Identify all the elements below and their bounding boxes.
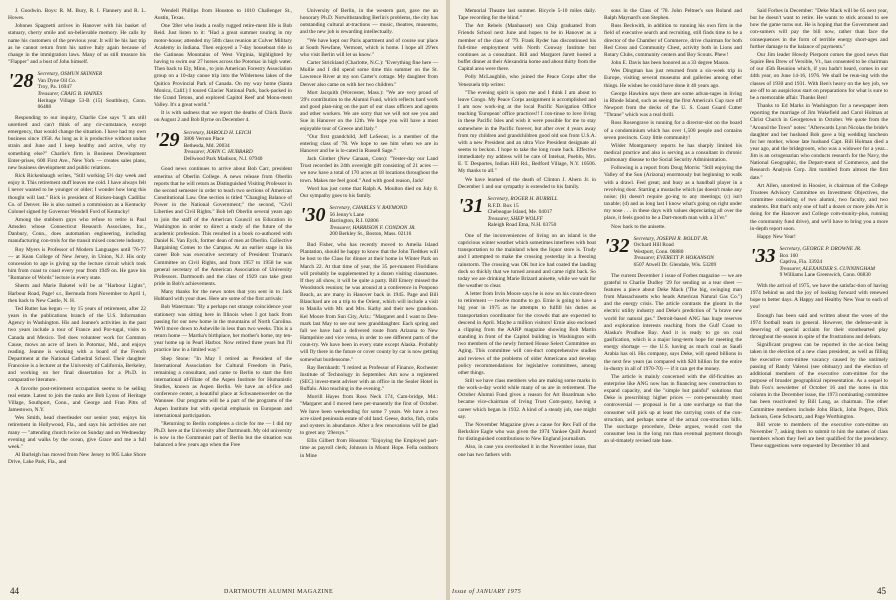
class-year: '28 <box>8 70 34 93</box>
paragraph: Wes Dingman has just returned from a six-week trip in Europe, visiting several museums and galleries among other things. He wishes he could have done it 40 years ago. <box>604 68 742 89</box>
class-officers <box>780 246 876 279</box>
class-year: '30 <box>300 204 326 227</box>
page-number: 45 <box>877 586 886 596</box>
class-header <box>458 196 596 229</box>
treasurer-address: 200 Berkley St., Boston, Mass. 02116 <box>329 231 412 238</box>
paragraph: Our Jim leader Howdy Pierpont comes the good news that Squire Ben Drew of Versible, Vt., has consented to be chairman of our 45th Reunion which, if you hadn't heard, comes in our 44th year, on June 14-16, 1976. We shall be reun-ing with the classes of 1930 and 1931. With Ben's heavy on the key job, we are off to an auspicious start on preparations for what is sure to be a memorable affair. Thanks Ben! <box>750 51 888 101</box>
paragraph: Roy Myers is Professor of Modern Languages until '76-77 — at Kean College of New Jersey, in Union, N.J. His only concession to age is giving up the lecture circuit which took him from coast to coast every year from 1949 on. He gave his "Romance of Words" lecture in every state. <box>8 246 146 282</box>
paragraph: John E. Davis has been honored as a 33 degree Mason. <box>611 60 730 67</box>
paragraph: The current December 1 issue of Forbes magazine — we are grateful to Charlie Dudley '29 for sending us a tear sheet — features a piece about Deke Mack ('The big, swinging man from Massachusetts who heads American Natural Gas Co.") and the energy crisis. The article contrasts the gloom in the electric utility industry and Deke's prediction of "a brave new world for natural gas." Detroit-based ANG has huge reserves and exploration interests reaching from the Gulf Coast to Alaska's Prudhoe Bay. And it is ready to go on coal gasification, which is a major long-term hope for meeting the energy shortage — the U.S. having as much coal as Saudi Arabia has oil. His company, says Deke, will spend billions in the next few years (as compared with $20 billion for the entire in-dustry in all of 1970-70) — if it can get the money. <box>604 272 742 372</box>
secretary-line: Secretary, CHARLES V. RAYMOND <box>329 205 408 212</box>
paragraph: Many thanks for the news notes that you sent in to Jack Hubbard with your dues. Here are some of the first arrivals: <box>154 289 292 303</box>
paragraph: With the arrival of 1975, we have the satisfac-tion of having 1974 behind us and the joy of looking forward with renewed hope to better days. A Happy and Healthy New Year to each of you! <box>750 282 888 311</box>
paragraph: Said Forbes in December: "Deke Mack will be 65 next year, but he doesn't want to retire. He wants to stick around to see how the game turns out. He is hoping that the Government and con-sumers will pay the bill now, rather than face the consequences in the form of terrible energy short-ages and further damage to the balance of payments." <box>750 8 888 50</box>
paragraph: Rick Rickenbaugh writes, "Still working 5½ day week and enjoy it. This retirement stuff leaves me cold. I have always felt I never wanted to be younger or older; I wonder how long this thought will last." Rick is president of Ricken-baugh Cadillac Co. of Denver. He is also named a commission as a Kentucky Colonel signed by Governor Wendell Ford of Kentucky! <box>8 173 146 215</box>
paragraph: Johnnes Spagnetti arrives in Hanover with his basket of statuary, cherry smile and un-believable memory. He calls by name his customers of the previous year. It will be his last trip as he cannot return from his native Italy again because of change in the immigration laws. Many of us still treasure his "Flapper" and a bust of John himself. <box>8 23 146 66</box>
paragraph: Following is a report from Doug Morris: "Still enjoying the Valley of the Sun (Arizona) enormously but beginning to walk with a drawl. Feel great; and busy as a handball player in a revolving door. Starting a mustache which (as doesn't make any noise; (b) doesn't require go-ing to any meetings; (c) isn't taxable; (d) and as long last I know what's going on right under my nose . . . in these days with values depreciating all over the place, it feels good to be a Dart-mouth man with a 31'er." <box>604 165 742 222</box>
paragraph: Shep Stone: "In May I retired as President of the International Association for Cultural Freedom in Paris, remaining a consultant, and came to Berlin to start the first international af-filiate of the Aspen Institute for Humanistic Studies, known as Aspen Berlin. We have an of-fice and conference center, a beautiful place at Schwanenwerder on the Wannsee. Our programs will be a part of the programs of the Aspen Institute but with special emphasis on European and international participation. <box>154 355 292 419</box>
treasurer-line: Treasurer, ALEXANDER S. CUNNINGHAM <box>779 265 876 272</box>
paragraph: Now back to the anisette. <box>611 223 666 230</box>
paragraph: Sherm and Marie Baketel will be at "Harbour Lights", Harbour Road, Page! s.t., Bermuda from November to April 1, then back to New Castle, N. H. <box>8 283 146 304</box>
paragraph: Art Allen, unretired in Hoosier, is chairman of the College Trustees Advisory Committee on Investment Objectives, the committee consisting of two alumni, two faculty, and two students. But that's only one of half a dozen or more jobs Art is doing for the Hanover and College com-munity-plus, running the community fund drive), and we'll have to bring you a more in-depth report soon. <box>750 182 888 232</box>
paragraph: Mort Jacquith (Worcester, Mass.): "We are very proud of '29's contribution to the Alumni Fund, which reflects hard work and good plan-ning on the part of our class officers and agents and other workers. We are sorry that we will not see you and Sue in Hanover on the 12th. We hope you will have a most enjoyable tour of Greece and Italy." <box>300 89 438 132</box>
paragraph: J. Goodwin. Boys: R. M. Bury, R. I. Flannery and R. L. Howes. <box>8 8 146 22</box>
paragraph: Happy New Year! <box>757 233 796 240</box>
paragraph: sons in the Class of '78. John Peltner's son Roland and Ralph Maynard's son Stephen. <box>604 8 742 22</box>
paragraph: Word has just come that Ralph A. Moulton died on July 8. Our sympathy goes to his family. <box>300 185 438 199</box>
secretary-line: Troy, Pa. 16947 <box>37 84 72 91</box>
paragraph: Responding to our inquiry, Charlie Coe says "I am still unretired and can't think of any cir-cumstance, except emergency, that would change the situation. I have had my own business since 1958. As long as it is productive without undue strain and June and I keep healthy and active, why try something else?" Charlie's firm is Business Development Enter-prises, 600 First Ave., New York — creates sales plans, new business development and public relations. <box>8 114 146 171</box>
secretary-line: 3806 Vernon Place <box>183 136 225 143</box>
paragraph: George Hawkins says there are some advan-tages in living in Rhode Island, such as seeing the first America's Cup race off Newport from the decks of the U. S. Coast Guard Cutter "Thrane" which was a real thrill. <box>604 90 742 119</box>
paragraph: "Returning to Berlin completes a circle for me — I did my Ph.D. here at the University after Dartmouth. My old university is now in the Communist part of Berlin but the situation was balanced a few years ago when the Free <box>154 420 292 449</box>
secretary-line: Secretary, JOSEPH R. BOLDT JR. <box>633 235 709 242</box>
secretary-line: Barrington, R.I. 02806 <box>329 218 379 225</box>
paragraph: Wilder Montgomery reports he has sharply limited his medical practice and also is serving as a consultant in chronic pulmonary disease to the Social Security Administration. <box>604 142 742 164</box>
secretary-line: Van Dyne Oil Co. <box>37 77 77 84</box>
paragraph: University of Berlin, in the western part, gave me an honorary Ph.D. Notwithstanding Berlin's problems, the city has outstanding cultural at-tractions — music, theatres, museums, and the new job is rewarding intellectually. <box>300 8 438 36</box>
paragraph: Ellis Gilbert from Houston: "Enjoying the Employed part-time as payroll clerk; Johnson in Mount Hope. Fella outdoors in Mine <box>300 438 438 459</box>
class-header <box>750 246 888 279</box>
paragraph: It is with sadness that we report the deaths of Chick Davis on August 2 and Bob Byrne on December 4. <box>154 110 292 124</box>
paragraph: Thanks to Ed Marks in Washington for a newspaper item reporting the marriage of Jim Wakefield and Carol Holman at Christ Church in Georgetown in October. We quote from the "Around the Town" notes: "Afterwards Lynn Nicolas the bride's daughter and her husband Bob gave a big wedding luncheon for her mother, whose late husband Capt. Bill Holman died a year ago, and the bridegroom, who was a widower for a year... Jim is an octogenarian who conducts research for the Navy, the National Geographic, the Depart-ment of Commerce, and the Research Analysis Corp. Jim tumbled from almost the first date." <box>750 103 888 181</box>
paragraph: Significant progress can be reported in the ac-tion being taken in the election of a new class president, as well as filling the executive com-mittee vacancy caused by the untimely passing of Randy Valensi (see obituary) and the election of additional members of the executive com-mittee for the purpose of broader geographical representation. As a sequel to Bob Fox's newsletter of October 16 and the notes in this column in the December issue, the 1973 nominating committee has been reactivated by Bill Lang, as chairman. The other Committee members include John Black, John Pogers, Dick Jackson, Gene Schwartz, and Page Worthington. <box>750 342 888 420</box>
class-year: '33 <box>750 245 776 267</box>
class-officers <box>38 71 146 111</box>
paragraph: "Our first grandchild, Jeff LeSeour, is a member of the entering class of '78. We hope to see him when we are in Hanover and he is lo-cated in Russell Sage." <box>300 133 438 154</box>
paragraph: Jack Ginther (New Canaan, Conn): "Yester-day our Land Trust recorded its 24th oversight gift consisting of 21 acres — we now have a total of 170 acres at 18 locations throughout the town. Makes me feel good." And with good reason, Jack! <box>300 156 438 184</box>
treasurer-address: Raleigh Road Etna, N.H. 03750 <box>487 222 557 229</box>
treasurer-line: Treasurer, SHEP WOLFF <box>487 215 543 222</box>
column <box>8 8 146 467</box>
secretary-line: Secretary, ROGER H. BURRILL <box>487 195 558 202</box>
paragraph: The November Magazine gives a cause for Rex Fall of the Berkshire Eagle who was given the 1974 Yankee Quill Award for distinguished contributions to New England journalism. <box>458 421 596 443</box>
treasurer-line: Treasurer, CRAIG B. HAINES <box>37 91 103 98</box>
paragraph: Ted Rutter has begun — by 15 years of retirement, after 22 years in the publications branch of the U.S. Information Agency in Washington. His and Jeanne's activities in the past two years include a tour of France and Por-tugal, visits to Canada and Mexico. Ted does volunteer work for Common Cause, mows an acre of lawn in Potomac, Md., and enjoys reading. Jeanne is working with a board of the French Department at the National Cathedral School. Their daughter Francoise is a lecturer at the University of California, Berkeley, and working on her final dissertation for a Ph.D. in comparative literature. <box>8 305 146 384</box>
paragraph: A letter from Irvin Moore says he is now on his count-down to retirement — twelve months to go. Ernie is going to have a big year in 1975 as he attempts to fulfill his duties as transportation coordinator for the crowds that are expected to descend in April. Maybe a million visitors! Ernie also enclosed a clipping from the AARP magazine showing Bob Martin standing in front of the Capitol building in Washington with two members of the newly formed House Select Committee on Aging. This committee will con-duct comprehensive studies and reviews of the problems of older Americans and develop policy recommendations for legislative committees, among other things. <box>458 291 596 376</box>
issue-date: Issue of JANUARY 1975 <box>452 589 522 595</box>
class-header <box>8 71 146 111</box>
treasurer-line: Treasurer, EVERETT P. HOKANSON <box>633 255 714 262</box>
treasurer-address: 6507 Atwell Dr. Glendale, Wis. 53209 <box>633 262 717 269</box>
secretary-line: Bethesda, Md. 20034 <box>183 142 230 149</box>
treasurer-line: Treasurer, JOHN C. HUBBARD <box>183 149 253 156</box>
column <box>154 8 292 451</box>
paragraph: Ross Rosengrave is running for a director-slot on the board of a condominium which has over 1,500 people and contains seven precincts. Cozy little community! <box>604 120 742 141</box>
paragraph: Russ Beckwith, in addition to running his own firm in the field of executive search and recruiting, still finds time to be a director of the Chamber of Commerce, drive chairman for both Red Cross and Community Chest, activity both in Lions and Rotary Clubs, community centers and Boy Scouts. Phew! <box>604 23 742 58</box>
treasurer-line: Treasurer, HARRISON F. CONDON JR. <box>329 224 416 231</box>
paragraph: Enough has been said and written about the woes of the 1974 football team in general. However, the defense-unit is deserving of special acclaim for their stouthearted play throughout the season in spite of the frustrations and defeats. <box>750 312 888 341</box>
class-officers <box>184 130 263 163</box>
paragraph: One of the inconveniences of living on an island is the capricious winter weather which sometimes interferes with boat transportation to the mainland when the liquor store is. Trudy and I attempted to make the crossing yesterday in a freezing rainstorm. The crossing was OK but ice had coated the landing dock so thickly that we turned around and came right back. So today we are drinking Marie Brizard anisette, while we wait for the weather to clear. <box>458 232 596 289</box>
class-header <box>154 130 292 163</box>
paragraph: Wendell Phillips from Houston to 1010 Challenger St., Austin, Texas. <box>154 8 292 22</box>
paragraph: Morrill Hayes from Ross Neck 174, Cam-bridge, Md.: "Margaret and I moved here per-manently the first of October. We have been weekending for some 7 years. We have a two acre sized peninsula estate of old land. Geese, ducks, fish, crabs and oysters in abundance. After a few renovations will be glad to greet any '29ersys." <box>300 394 438 437</box>
paragraph: Bill wrote to members of the executive com-mittee on November 7, asking them to submit to him the names of class members whom they feel are best qualified for the presidency. These suggestions were requested by December 10 and <box>750 421 888 450</box>
class-officers <box>634 236 717 269</box>
class-year: '29 <box>154 128 180 151</box>
paragraph: Also, in case you overlooked it in the November issue, that one has two fathers with <box>458 444 596 458</box>
column <box>604 8 742 446</box>
secretary-line: Captiva, Fla. 33924 <box>779 259 823 266</box>
paragraph: Memorial Theatre last summer. Bicycle 5-10 miles daily. Tape recording for the blind." <box>458 8 596 22</box>
secretary-line: Chebeague Island, Me. 04017 <box>487 209 553 216</box>
class-header <box>300 205 438 238</box>
paragraph: "We have kept our Paris apartment and of course our place at South Newfane, Vermont, which is home. I hope all 29'ers who visit Berlin will let us know." <box>300 37 438 58</box>
class-year: '32 <box>604 234 630 257</box>
paragraph: We have learned of the death of Clinton J. Ahern Jr. in December 1 and our sympathy is extended to his family. <box>458 176 596 190</box>
secretary-line: Box 160 <box>779 252 798 259</box>
column <box>750 8 888 452</box>
paragraph: "The evening spirit is upon me and I think I am about to leave Congo. My Peace Corps assignment is accomplished and I am now work-ing at the local Pacific Navigation Office teaching 'European' office practices!! I con-tinue to love living in these Pacific Isles and wish it were possible for me to stay somewhere in the Pacific forever, but after over 4 years away from my children and grandchildren good old son from U.S.A. with a new President and an ultra Vice President designate all seems to beckon. I hope to take the long route back. Effective immediately my address will be care of Intelsat, Pueblo, Mrs. E. T. Desportes, Indian Hill Rd., Bedford Village, N.Y. 10506. My thanks to all." <box>458 89 596 175</box>
treasurer-address: 9 Williams Lane Greenwich, Conn. 06830 <box>779 272 871 279</box>
left-page <box>0 0 446 600</box>
treasurer-address: Heritage Village 53-B (15) Southbury, Conn. 06488 <box>37 97 146 111</box>
secretary-line: Westport, Conn. 06880 <box>633 248 684 255</box>
paragraph: A favorite post-retirement occupation seems to be selling real estate. Latest to join the ranks are Bob Lyons of Heritage Village, Southport, Conn., and George and Fran Pitts of Jamestown, N.Y. <box>8 385 146 414</box>
paragraph: Carter Strickland (Charlotte, N.C.): "Everything fine here — Mollie and I did spend some time this summer on the St. Lawrence River at my son Carter's cottage. My daughter from Denver also came on with her two children." <box>300 60 438 88</box>
masthead: DARTMOUTH ALUMNI MAGAZINE <box>224 589 334 595</box>
secretary-line: Orchard Hill Road <box>633 242 674 249</box>
paragraph: Good news continues to arrive about Bob Carr, president emeritus of Oberlin College. A news release from Oberlin reports that he will return as Distinguished Visiting Professor in the second semester in order to teach two sections of American Constitutional Law. One section is titled "Changing Balance of Power in the National Government;" the second, "Civil Liberties and Civil Rights." Bob left Oberlin several years ago to join the staff of the American Council on Education in Washington in order to direct a study of the future of the academic profession. This resulted in a book co-authored with Daniel K. Van Eyck, former dean of men at Oberlin. Collective Bargaining Comes to the Campus. At an earlier stage in his career Bob was executive secretary of President Truman's Committee on Civil Rights, and from 1957 to 1958 he was general secretary of the American Association of University Professors. Dartmouth and the class of 1929 can take great pride in Bob's achievements. <box>154 166 292 287</box>
secretary-line: Secretary, OSMUN SKINNER <box>37 71 103 78</box>
secretary-line: R.F.D. Box 15 <box>487 202 519 209</box>
paragraph: Polly McLaughlin, who joined the Peace Corps after the Venezuela trip writes: <box>458 74 596 88</box>
paragraph: The Art Rebels (Manhasset) son Chip graduated from Friends School next June and hopes to be in Hanover as a member of the class of '79. Frank Ryder has discontinued his full-time employment with North Conway Institute but continues as a consultant. Bill and Margaret Jarett hosted a buffet dinner at their Alexandria home and about thirty from the Capital area were there. <box>458 23 596 73</box>
column <box>300 8 438 461</box>
paragraph: The article is mainly concerned with the dif-ficulties an enterprise like ANG now has in financing new construction to expand capacity, and the "simple but painful" solutions that Deke is prescribing: higher prices — com-pensurably most controversial — proposal is for a rate surcharge so that the consumer will pick up at least the carrying costs of the con-struction, and perhaps some of the actual con-struction bills. The surcharge procedure, Deke argues, would cost the consumer less in the long run than eventual payment through an ul-timately revised rate base. <box>604 373 742 445</box>
paragraph: Ray Bernhardt: "I retired as Professor of Finance, Rochester Institute of Technology in September. Am now a registered (SEC) invest-ment adviser with an office in the Sealer Hotel in Buffalo. Also teaching in the evening." <box>300 364 438 393</box>
class-officers <box>330 205 416 238</box>
paragraph: One '28er who leads a really rugged retire-ment life is Bob Reid. Just listen to it: "Had a great summer touring in my motor-house; attended my 50th class reunion at Culver Military Academy in Indiana. Then enjoyed a 7-day houseboat ride in the Gatineau Mountains of West Virginia, highlighted by having to swim our 27 horses across the Potomac in high water. Then back to Ely, Minn., to join American Forestry Association group on a 10-day canoe trip into the Wilderness lakes of the Quitico Provincial Park of Canada. On my way home (Santa Monica, Calif.) I toured Glacier National Park, back-packed in the Grand Tetons, and explored Capitol Reef and Monu-ment Valley. It's a great world." <box>154 23 292 109</box>
class-officers <box>488 196 558 229</box>
treasurer-address: Dellwood Park Madison, N.J. 07940 <box>183 155 263 162</box>
paragraph: Bob Waterman: "By a perhaps not strange coincidence your stationery was sitting here in Illinois when I got back from passing for our new home in the mountains of North Carolina. We'll move down to Asheville in less than two weeks. This is a return home — Martha's birthplace, her mother's home, my ten-year home up in Pearl Harbor. Now retired three years but I'll practice law in a limited way." <box>154 304 292 354</box>
class-year: '31 <box>458 194 484 217</box>
secretary-line: Secretary, GEORGE P. DROWNE JR. <box>779 246 862 252</box>
page-number: 44 <box>10 586 19 596</box>
secretary-line: Secretary, HAROLD H. LEICH <box>183 129 252 136</box>
paragraph: Still we have class members who are making some marks in the work-a-day world while many of us are in retirement. The October Alumni Fund gives a reason for Art Boardman who became vice-chairman of Irving Trust Com-pany, having a career which began in 1932. A kind of a steady job, one might say. <box>458 378 596 420</box>
paragraph: Bud Fisher, who has recently moved to Amelia Island Plantation, should be happy to know that the John Tiedtkes will be host to the Class for dinner at their home in Winter Park on March 22. At that time of year, the 35 per-manent Floridians will probably be supplemented by a dozen visiting classmates. If they all show, it will be quite a party. Bill Emery missed the Woodstock reunion; he was around at a conference in Ponpono Beach, as are many in Hanover back in 1945. Page and Bill Blanchard are on a trip to the Orient, which will include a visit to Manila with Mr. and Mrs. Kathy and their new grandson. Kel Moore from Sun City, Ariz.: "Margaret and I want to Den-mark last May to see our new granddaughter. Each spring and fall we have had a delivered route from Arizona to New Hampshire and vice versa, in order to see different parts of the coun-try. We have been in every state except Alaska. Probably will fly there in the future or cover county by car is now getting somewhat burdensome." <box>300 242 438 363</box>
secretary-line: 56 Jenny's Lane <box>329 211 365 218</box>
column <box>458 8 596 460</box>
paragraph: Among the stubborn guys who refuse to retire is Paul Amsden whose Connecticut Research Associates, Inc., Danbury, Conn., does automation engineering, including manufacturing con-trols for the transit mixed concrete industry. <box>8 217 146 245</box>
paragraph: Wes Smith, head cheerleader our senior year, enjoys his retirement in Hollywood, Fla., and says his activities are not many — "attending church twice on Sunday and on Wednesday evening and walks by the ocean, give Grace and me a full week." <box>8 415 146 450</box>
paragraph: Al Burleigh has moved from New Jersey to 905 Lake Shore Drive, Lake Park, Fla., and <box>8 452 146 466</box>
class-header <box>604 236 742 269</box>
